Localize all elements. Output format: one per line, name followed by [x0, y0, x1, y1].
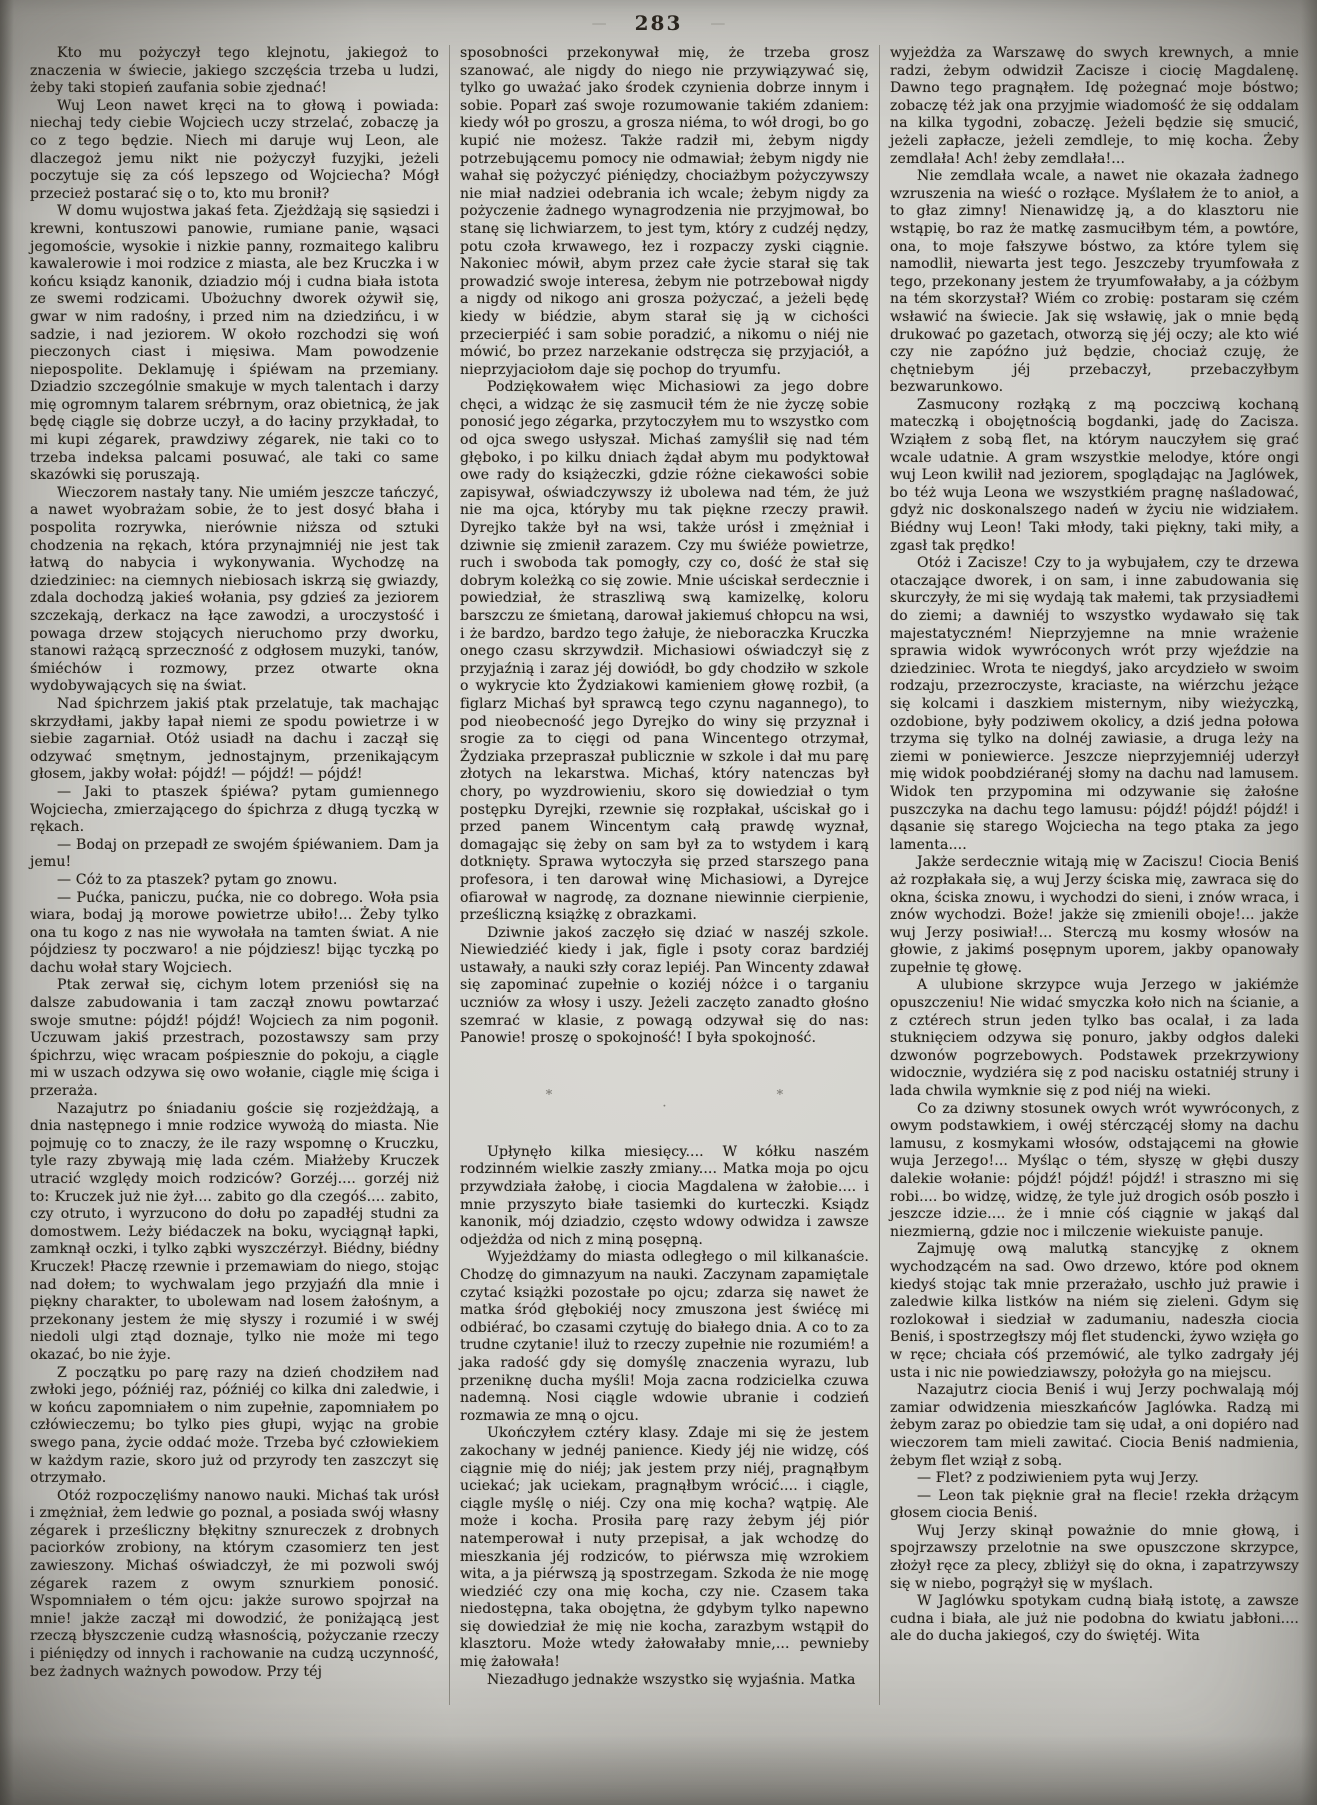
paragraph: Zasmucony rozłąką z mą poczciwą kochaną mateczką i obojętnością bogdanki, jadę do Zacisza. Wziąłem z sobą flet, na którym nauczyłem się grać wcale udatnie. A gram wszystkie melodye, które ongi wuj Leon kwilił nad jeziorem, spoglądając na Jaglówek, bo téż wuja Leona we wszystkiém pragnę naśladować, gdyż nic doskonalszego nadeń w życiu nie widziałem. Biédny wuj Leon! Taki młody, taki piękny, taki miły, a zgasł tak prędko! [890, 396, 1299, 554]
section-break [460, 1048, 869, 1144]
paragraph: Otóż i Zacisze! Czy to ja wybujałem, czy te drzewa otaczające dworek, i on sam, i inne zabudowania się skurczyły, że mi się wydają tak małemi, tak przysiadłemi do ziemi; a dawniéj to wszystko wydawało się tak majestatyczném! Nieprzyjemne na mnie wrażenie sprawia widok wywróconych wrót przy wjeździe na dziedziniec. Wrota te niegdyś, jako arcydzieło w swoim rodzaju, przezroczyste, kraciaste, na wiérzchu jeżące się kolcami i daszkiem misternym, niby wieżyczką, ozdobione, były podziwem okolicy, a dziś jedna połowa trzyma się tylko na dolnéj zawiasie, a druga leży na ziemi w poniewierce. Jeszcze nieprzyjemniéj uderzył mię widok poobdziéranéj słomy na dachu nad lamusem. Widok ten przypomina mi odzywanie się żałośne puszczyka na dachu tego lamusu: pójdź! pójdź! pójdź! i dąsanie się starego Wojciecha na tego ptaka za jego lamenta.... [890, 555, 1299, 853]
paragraph: sposobności przekonywał mię, że trzeba grosz szanować, ale nigdy do niego nie przywiązywać się, tylko go uważać jako środek czynienia dobrze innym i sobie. Poparł zaś swoje rozumowanie takiém zdaniem: kiedy wół po groszu, a grosza niéma, to wół drogi, bo go kupić nie możesz. Także radził mi, żebym nigdy potrzebującemu pomocy nie odmawiał; żebym nigdy nie wahał się pożyczyć piéniędzy, chociażbym pożyczywszy nie miał nadziei odebrania ich wcale; żebym nigdy za pożyczenie żadnego wynagrodzenia nie przyjmował, bo stanę się lichwiarzem, to jest tym, który z cudzéj nędzy, potu czoła krwawego, łez i rozpaczy zyski ciągnie. Nakoniec mówił, abym przez całe życie starał się tak prowadzić swoje interesa, żebym nie potrzebował nigdy a nigdy od nikogo ani grosza pożyczać, a jeżeli będę kiedy w biédzie, abym starał się ją w cichości przecierpiéć i sam sobie poradzić, a nikomu o niéj nie mówić, bo przez narzekanie odstręcza się przyjaciół, a nieprzyjaciołom daje się pochop do tryumfu. [460, 45, 869, 378]
ornament-dash-right: — [710, 14, 726, 32]
text-column-3 [890, 45, 1299, 1646]
paragraph: Z początku po parę razy na dzień chodziłem nad zwłoki jego, późniéj raz, późniéj co kilka dni zaledwie, i w końcu zapomniałem o nim zupełnie, zapomniałem po człówieczemu; bo tylko pies głupi, wyjąc na grobie swego pana, życie oddać może. Trzeba być człowiekiem w każdym razie, skoro już od przyrody ten zaszczyt się otrzymało. [30, 1364, 439, 1487]
paragraph: wyjeżdża za Warszawę do swych krewnych, a mnie radzi, żebym odwidził Zacisze i ciocię Magdalenę. Dawno tego pragnąłem. Idę pożegnać moje bóstwo; zobaczę téż jak ona przyjmie wiadomość że się oddalam na kilka tygodni, zobaczę. Jeżeli będzie się smucić, jeżeli zapłacze, jeżeli zemdleje, to mię kocha. Żeby zemdlała! Ach! żeby zemdlała!... [890, 45, 1299, 167]
paragraph: Ptak zerwał się, cichym lotem przeniósł się na dalsze zabudowania i tam zaczął znowu powtarzać swoje smutne: pójdź! pójdź! Wojciech za nim pogonił. Uczuwam jakiś przestrach, pozostawszy sam przy śpichrzu, więc wracam pośpiesznie do pokoju, a ciągle mi w uszach odzywa się owo wołanie, ciągle mię ściga i przeraża. [30, 977, 439, 1100]
paragraph: W Jaglówku spotykam cudną białą istotę, a zawsze cudna i biała, ale już nie podobna do kwiatu jabłoni.... ale do ducha jakiegoś, czy do świętéj. Wita [890, 1593, 1299, 1645]
paragraph: Kto mu pożyczył tego klejnotu, jakiegoż to znaczenia w świecie, jakiego szczęścia trzeba u ludzi, żeby taki stopień zaufania sobie zjednać! [30, 45, 439, 97]
paragraph: Otóż rozpoczęliśmy nanowo nauki. Michaś tak urósł i zmężniał, żem ledwie go poznal, a posiada swój własny zégarek i prześliczny błękitny sznureczek z drobnych paciorków zrobiony, na którym czasomierz ten jest zawieszony. Michaś oświadczył, że mi pozwoli swój zégarek razem z owym sznurkiem ponosić. Wspomniałem o tém ojcu: jakże surowo spojrzał na mnie! jakże zaczął mi dowodzić, że poniżającą jest rzeczą błyszczenie cudzą własnością, pożyczanie rzeczy i piéniędzy od innych i rachowanie na cudzą uczynność, bez żadnych ważnych powodow. Przy téj [30, 1487, 439, 1680]
paragraph: Nad śpichrzem jakiś ptak przelatuje, tak machając skrzydłami, jakby łapał niemi ze spodu powietrze i w siebie zagarniał. Otóż usiadł na dachu i zaczął się odzywać smętnym, jednostajnym, przenikającym głosem, jakby wołał: pójdź! — pójdź! — pójdź! [30, 695, 439, 783]
paragraph: Jakże serdecznie witają mię w Zaciszu! Ciocia Beniś aż rozpłakała się, a wuj Jerzy ściska mię, zawraca się do okna, ściska znowu, i wychodzi do sieni, i znów wraca, i znów wychodzi. Boże! jakże się zmienili oboje!... jakże wuj Jerzy posiwiał!... Sterczą mu kosmy włosów na głowie, z jakimś posępnym uporem, jakby opanowały zupełnie tę głowę. [890, 854, 1299, 976]
paragraph: Dziwnie jakoś zaczęło się dziać w naszéj szkole. Niewiedziéć kiedy i jak, figle i psoty coraz bardziéj ustawały, a nauki szły coraz lepiéj. Pan Wincenty zdawał się zapominać zupełnie o koziéj nóżce i o targaniu uczniów za włosy i uszy. Jeżeli zaczęto zanadto głośno szemrać w klasie, z powagą odzywał się do nas: Panowie! proszę o spokojność! I była spokojność. [460, 924, 869, 1047]
paragraph: — Flet? z podziwieniem pyta wuj Jerzy. [917, 1470, 1199, 1487]
paragraph: Nazajutrz ciocia Beniś i wuj Jerzy pochwalają mój zamiar odwidzenia mieszkańców Jaglówka. Radzą mi żebym zaraz po obiedzie tam się udał, a oni dopiéro nad wieczorem tam mieli zawitać. Ciocia Beniś nadmienia, żebym flet wziął z sobą. [890, 1382, 1299, 1469]
page-number: 283 [634, 11, 683, 35]
paragraph: — Jaki to ptaszek śpiéwa? pytam gumiennego Wojciecha, zmierzającego do śpichrza z długą tyczką w rękach. [30, 783, 439, 836]
paragraph: — Leon tak pięknie grał na flecie! rzekła drżącym głosem ciocia Beniś. [890, 1487, 1299, 1522]
text-column-1 [30, 45, 439, 1681]
text-columns [30, 45, 1299, 1705]
section-break-mark: * [776, 1088, 784, 1104]
paragraph: — Cóż to za ptaszek? pytam go znowu. [57, 871, 338, 888]
paragraph: — Pućka, paniczu, pućka, nie co dobrego. Woła psia wiara, bodaj ją morowe powietrze ubiło!... Żeby tylko ona tu kogo z nas nie wywołała na tamten świat. A nie pójdziesz ty poczwaro! a nie pójdziesz! bijąc tyczką po dachu wołał stary Wojciech. [30, 889, 439, 976]
paragraph: — Bodaj on przepadł ze swojém śpiéwaniem. Dam ja jemu! [30, 836, 439, 871]
paragraph: Ukończyłem cztéry klasy. Zdaje mi się że jestem zakochany w jednéj panience. Kiedy jéj nie widzę, cóś ciągnie mię do niéj; jak jestem przy niéj, pragnąłbym uciekać; jak uciekam, pragnąłbym wrócić.... i ciągle, ciągle myślę o niéj. Czy ona mię kocha? wątpię. Ale może i kocha. Prosiła parę razy żebym jéj piór natemperował i nuty przepisał, a jak wchodzę do mieszkania jéj rodziców, to piérwsza mię wzrokiem wita, a ja piérwszą ją spostrzegam. Szkoda że nie mogę wiedziéć czy ona mię kocha, czy nie. Czasem taka niedostępna, taka obojętna, że gdybym tylko napewno się dowiedział że mię nie kocha, zarazbym wstąpił do klasztoru. Może wtedy żałowałaby mnie,... pewnieby mię żałowała! [460, 1425, 869, 1671]
section-break-mark: · [662, 1099, 667, 1115]
column-rule-2 [879, 45, 880, 1705]
paragraph: Wyjeżdżamy do miasta odległego o mil kilkanaście. Chodzę do gimnazyum na nauki. Zaczynam zapamiętale czytać książki pozostałe po ojcu; zdarza się nawet że matka śród głębokiéj nocy zmuszona jest świécę mi odbiérać, bo czasami czytuję do białego dnia. A co to za trudne czytanie! iluż to rzeczy zupełnie nie rozumiém! a jaka radość gdy się domyślę znaczenia wyrazu, lub przeniknę ducha myśli! Moja zacna rodzicielka czuwa nademną. Nosi ciągle wdowie ubranie i codzień rozmawia ze mną o ojcu. [460, 1249, 869, 1424]
paragraph: Niezadługo jednakże wszystko się wyjaśnia. Matka [487, 1671, 856, 1688]
paragraph: Upłynęło kilka miesięcy.... W kółku naszém rodzinném wielkie zaszły zmiany.... Matka moja po ojcu przywdziała żałobę, i ciocia Magdalena w żałobie.... i mnie przyszyto białe tasiemki do kurteczki. Ksiądz kanonik, mój dziadzio, często wdowy odwidza i zawsze odjeżdża od nich z miną posępną. [460, 1143, 869, 1248]
text-column-2 [460, 45, 869, 1689]
column-rule-1 [449, 45, 450, 1705]
paragraph: Zajmuję ową malutką stancyjkę z oknem wychodzącém na sad. Owo drzewo, które pod oknem kiedyś stojąc tak mnie przerażało, uschło już prawie i zaledwie kilka listków na niém się zieleni. Gdym się rozlokował i siedział w zadumaniu, nadeszła ciocia Beniś, i spostrzegłszy mój flet studencki, żywo wzięła go w ręce; chciała cóś przemówić, ale tylko zadrgały jéj usta i nic nie powiedziawszy, położyła go na miejscu. [890, 1241, 1299, 1381]
ornament-dash-left: — [591, 14, 607, 32]
paragraph: Nazajutrz po śniadaniu goście się rozjeżdżają, a dnia następnego i mnie rodzice wywożą do miasta. Nie pojmuję co to znaczy, że ile razy wspomnę o Kruczku, tyle razy zbywają mię lada czém. Miałżeby Kruczek utracić względy moich rodziców? Gorzéj.... gorzéj niż to: Kruczek już nie żył.... zabito go dla czegóś.... zabito, czy otruto, i wyrzucono do dołu po zapadłéj studni za domostwem. Leży biédaczek na boku, wyciągnął łapki, zamknął oczki, i tylko ząbki wyszczérzył. Biédny, biédny Kruczek! Płaczę rzewnie i przemawiam do niego, stojąc nad dołem; to wychwalam jego przyjaźń dla mnie i piękny charakter, to ubolewam nad losem żałośnym, a przekonany jestem że mię słyszy i rozumié i w swéj niedoli ulgi ztąd doznaje, tylko nie może mi tego okazać, bo nie żyje. [30, 1100, 439, 1363]
paragraph: Co za dziwny stosunek owych wrót wywróconych, z owym podstawkiem, i owéj stérczącéj słomy na dachu lamusu, z kosmykami włosów, odstającemi na głowie wuja Jerzego!... Myśląc o tém, słyszę w głębi duszy dalekie wołanie: pójdź! pójdź! pójdź! i straszno mi się robi.... bo widzę, widzę, że tyle już drogich osób poszło i jeszcze idzie.... że i mnie cóś ciągnie w jakąś dal niezmierną, gdzie noc i milczenie wiekuiste panuje. [890, 1100, 1299, 1240]
paragraph: Nie zemdlała wcale, a nawet nie okazała żadnego wzruszenia na wieść o rozłące. Myślałem że to anioł, a to głaz zimny! Nienawidzę ją, a do klasztoru nie wstąpię, bo raz że matkę zasmuciłbym tém, a powtóre, ona, to moje fałszywe bóstwo, za które tylem się namodlił, niewarta jest tego. Jeszczeby tryumfowała z tego, przekonany jestem że tryumfowałaby, a ja cóżbym na tém skorzystał? Wiém co zrobię: postaram się czém wsławić na świecie. Jak się wsławię, jak o mnie będą drukować po gazetach, otworzą się jéj oczy; ale kto wié czy nie zapóźno już będzie, chociaż czuję, że chętniebym jéj przebaczył, przebaczyłbym bezwarunkowo. [890, 168, 1299, 396]
page-header [0, 8, 1317, 38]
paragraph: A ulubione skrzypce wuja Jerzego w jakiémże opuszczeniu! Nie widać smyczka koło nich na ścianie, a z cztérech strun jeden tylko bas ocalał, i za lada stuknięciem odzywa się ponuro, jakby odgłos daleki dzwonów pogrzebowych. Podstawek przekrzywiony widocznie, wydziéra się z pod nacisku ostatniéj struny i lada chwila wymknie się z pod niéj na wieki. [890, 977, 1299, 1100]
paragraph: Wieczorem nastały tany. Nie umiém jeszcze tańczyć, a nawet wyobrażam sobie, że to jest dosyć błaha i pospolita rozrywka, nierównie niższa od sztuki chodzenia na rękach, która przynajmniéj nie jest tak łatwą do nabycia i wykonywania. Wychodzę na dziedziniec: na ciemnych niebiosach iskrzą się gwiazdy, zdala dochodzą jakieś wołania, psy gdzieś za jeziorem szczekają, derkacz na łące zawodzi, a uroczystość i powaga drzew stojących nieruchomo przy dworku, stanowi rażącą sprzeczność z odgłosem muzyki, tanów, śmiéchów i rozmowy, przez otwarte okna wydobywających się na świat. [30, 484, 439, 695]
paragraph: Wuj Jerzy skinął poważnie do mnie głową, i spojrzawszy przelotnie na swe opuszczone skrzypce, złożył ręce za plecy, zbliżył się do okna, i zapatrzywszy się w niebo, pogrążył się w myślach. [890, 1522, 1299, 1592]
paragraph: Wuj Leon nawet kręci na to głową i powiada: niechaj tedy ciebie Wojciech uczy strzelać, zobaczę ja co z tego będzie. Niech mi daruje wuj Leon, ale dlaczegoż jemu nikt nie pożyczył fuzyjki, jeżeli poczytuje się za cóś lepszego od Wojciecha? Mógł przecież postarać się o to, kto mu bronił? [30, 97, 439, 202]
paragraph: Podziękowałem więc Michasiowi za jego dobre chęci, a widząc że się zasmucił tém że nie życzę sobie ponosić jego zégarka, przytoczyłem mu to wszystko com od ojca swego usłyszał. Michaś zamyślił się nad tém głęboko, i po kilku dniach żądał abym mu podyktował owe rady do książeczki, gdzie różne ciekawości sobie zapisywał, oświadczywszy iż ubolewa nad tém, że już nie ma ojca, któryby mu tak piękne rzeczy prawił. Dyrejko także był na wsi, także urósł i zmężniał i dziwnie się zmienił zarazem. Czy mu świéże powietrze, ruch i swoboda tak pomogły, czy co, dość że stał się dobrym koleżką co się zowie. Mnie uściskał serdecznie i powiedział, że straszliwą swą kamizelkę, koloru barszczu ze śmietaną, darował jakiemuś chłopcu na wsi, i że bardzo, bardzo tego żałuje, że nieboraczka Kruczka onego czasu skrzywdził. Michasiowi oświadczył się z przyjaźnią i zaraz jéj dowiódł, bo gdy chodziło w szkole o wykrycie kto Żydziakowi kamieniem głowę rozbił, (a figlarz Michaś był sprawcą tego czynu nagannego), to pod nieobecność jego Dyrejko do winy się przyznał i srogie za to cięgi od pana Wincentego otrzymał, Żydziaka przepraszał publicznie w szkole i dał mu parę złotych na lekarstwa. Michaś, który natenczas był chory, po wyzdrowieniu, skoro się dowiedział o tym postępku Dyrejki, rzewnie się rozpłakał, uściskał go i przed panem Wincentym całą prawdę wyznał, domagając się żeby on sam był za to wstydem i karą dotknięty. Sprawa wytoczyła się przed starszego pana profesora, i ten darował winę Michasiowi, a Dyrejce ofiarował w nagrodę, za doznane niewinnie cierpienie, prześliczną książkę z obrazkami. [460, 379, 869, 924]
paragraph: W domu wujostwa jakaś feta. Zjeżdżają się sąsiedzi i krewni, kontuszowi panowie, rumiane panie, wąsaci jegomoście, wysokie i nizkie panny, rozmaitego kalibru kawalerowie i moi rodzice z miasta, ale bez Kruczka i w końcu ksiądz kanonik, dziadzio mój i cudna biała istota ze swemi rodzicami. Ubożuchny dworek ożywił się, gwar w nim radośny, i przed nim na dziedzińcu, i w sadzie, i nad jeziorem. W około rozchodzi się woń pieczonych ciast i mięsiwa. Mam powodzenie niepospolite. Deklamuję i śpiéwam na przemiany. Dziadzio szczególnie smakuje w mych talentach i darzy mię ogromnym talarem srébrnym, oraz obietnicą, że jak będę ciągle się dobrze uczył, a do łaciny przykładał, to mi kupi zégarek, prawdziwy zégarek, nie taki co to trzeba indeksa palcami posuwać, ale taki co same skazówki się poruszają. [30, 203, 439, 484]
section-break-mark: * [545, 1088, 553, 1104]
